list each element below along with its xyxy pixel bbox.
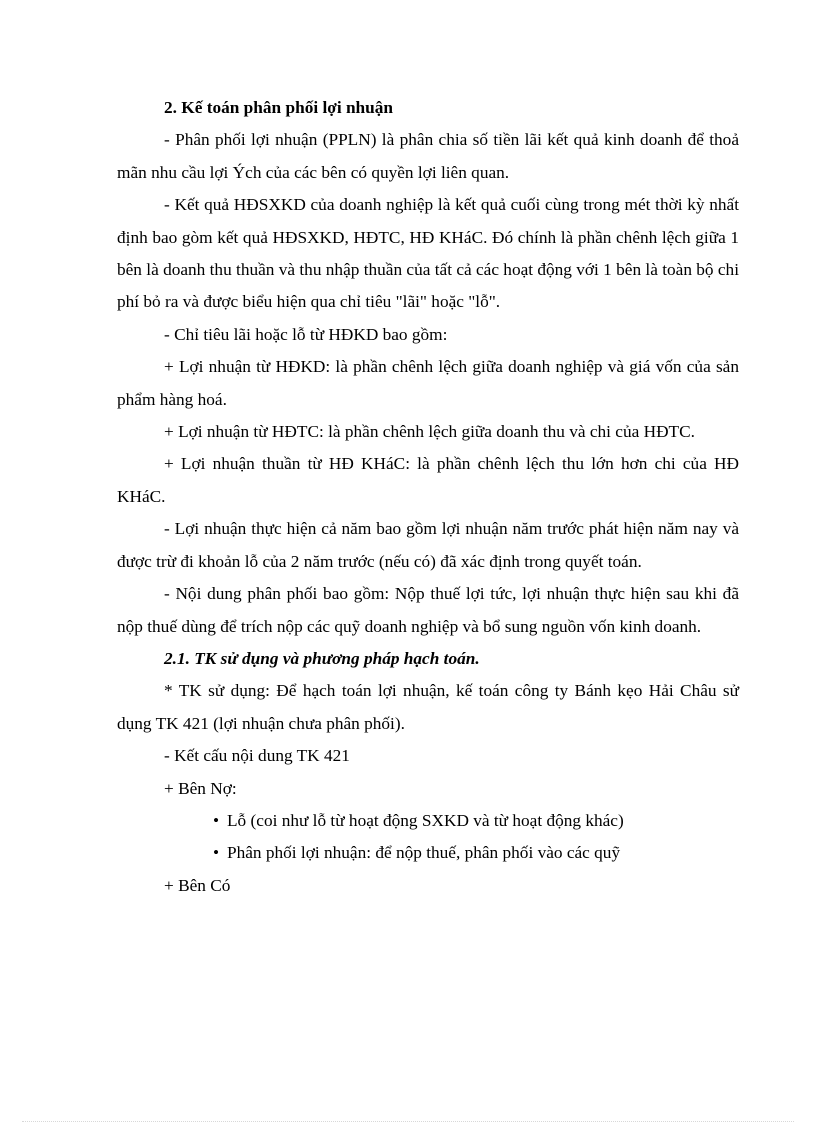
paragraph-distribution-content: - Nội dung phân phối bao gồm: Nộp thuế lợi tức, lợi nhuận thực hiện sau khi đã nộp thuế dùng để trích nộp các quỹ doanh nghiệp và bổ sung nguồn vốn kinh doanh. (117, 584, 739, 636)
bullet-icon: • (213, 843, 220, 863)
bullet-item-text: Lỗ (coi như lỗ từ hoạt động SXKD và từ hoạt động khác) (227, 810, 624, 830)
paragraph-profit-from-other: + Lợi nhuận thuần từ HĐ KHáC: là phần chênh lệch thu lớn hơn chi của HĐ KHáC. (117, 454, 739, 506)
account-structure-line: - Kết cấu nội dung TK 421 (164, 746, 350, 766)
paragraph-profit-from-hdkd: + Lợi nhuận từ HĐKD: là phần chênh lệch giữa doanh nghiệp và giá vốn của sản phẩm hàng hoá. (117, 357, 739, 409)
document-body (117, 92, 739, 902)
subsection-heading: 2.1. TK sử dụng và phương pháp hạch toán. (164, 648, 480, 668)
paragraph-business-result: - Kết quả HĐSXKD của doanh nghiệp là kết quả cuối cùng trong mét thời kỳ nhất định bao gòm kết quả HĐSXKD, HĐTC, HĐ KHáC. Đó chính là phần chênh lệch giữa 1 bên là doanh thu thuần và thu nhập thuần của tất cả các hoạt động với 1 bên là toàn bộ chi phí bỏ ra và được biểu hiện qua chỉ tiêu "lãi" hoặc "lỗ". (117, 195, 739, 312)
bullet-icon: • (213, 810, 220, 830)
debit-side-line: + Bên Nợ: (164, 778, 237, 798)
page-bottom-divider (22, 1121, 794, 1122)
paragraph-account-used: * TK sử dụng: Để hạch toán lợi nhuận, kế toán công ty Bánh kẹo Hải Châu sử dụng TK 421 (lợi nhuận chưa phân phối). (117, 681, 739, 733)
paragraph-annual-profit: - Lợi nhuận thực hiện cả năm bao gồm lợi nhuận năm trước phát hiện năm nay và được trừ đi khoản lỗ của 2 năm trước (nếu có) đã xác định trong quyết toán. (117, 519, 739, 571)
section-heading: 2. Kế toán phân phối lợi nhuận (164, 98, 394, 117)
paragraph-ppln-definition: - Phân phối lợi nhuận (PPLN) là phân chia số tiền lãi kết quả kinh doanh để thoả mãn nhu cầu lợi Ých của các bên có quyền lợi liên quan. (117, 130, 739, 182)
bullet-item-loss (117, 805, 739, 837)
bullet-item-distribution (117, 837, 739, 869)
paragraph-profit-from-hdtc: + Lợi nhuận từ HĐTC: là phần chênh lệch giữa doanh thu và chi của HĐTC. (164, 422, 695, 442)
bullet-item-text: Phân phối lợi nhuận: để nộp thuế, phân phối vào các quỹ (227, 843, 621, 863)
paragraph-profit-loss-items: - Chỉ tiêu lãi hoặc lỗ từ HĐKD bao gồm: (164, 324, 448, 344)
credit-side-line: + Bên Có (164, 875, 231, 895)
